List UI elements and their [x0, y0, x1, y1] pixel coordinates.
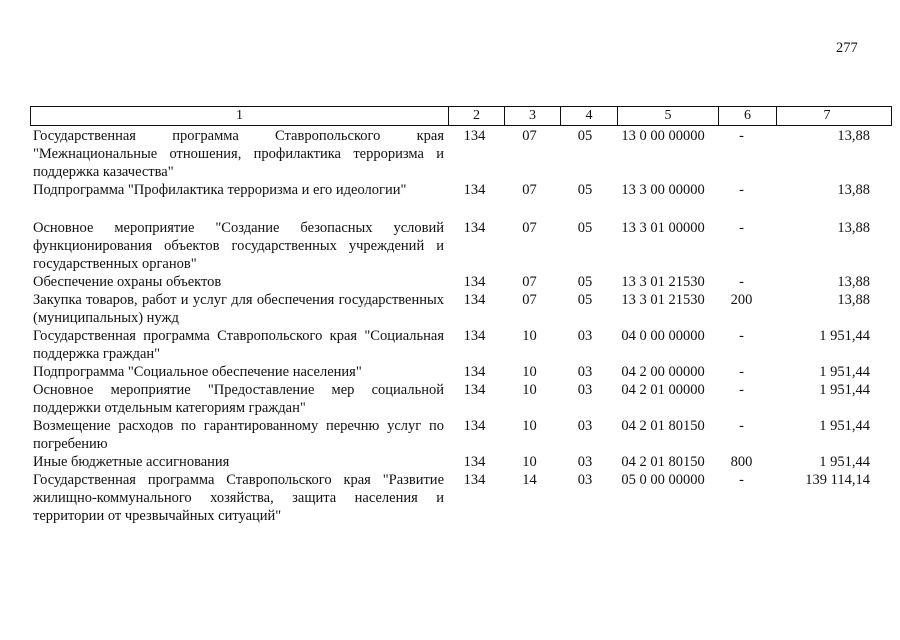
subsection-code-cell: 03 — [577, 454, 593, 470]
row-name: Государственная программа Ставропольского края "Социальная поддержка граждан" — [33, 328, 444, 362]
subsection-code-cell: 03 — [577, 364, 593, 380]
target-article-cell: 13 3 01 00000 — [621, 220, 705, 236]
row-name: Государственная программа Ставропольского края "Развитие жилищно-коммунального хозяйства, защита населения и территории от чрезвычайных ситуаций" — [33, 472, 444, 524]
page-number: 277 — [836, 40, 858, 56]
subsection-code-cell: 03 — [577, 472, 593, 488]
amount-cell: 1 951,44 — [819, 364, 870, 380]
table-row — [30, 471, 884, 525]
table-row — [30, 291, 884, 327]
subsection-code-cell: 05 — [577, 274, 593, 290]
ministry-code-cell: 134 — [463, 382, 486, 398]
ministry-code-cell: 134 — [463, 182, 486, 198]
amount-cell: 13,88 — [837, 220, 870, 236]
column-header-table — [30, 106, 892, 126]
amount-cell: 1 951,44 — [819, 418, 870, 434]
row-name-cell — [30, 127, 447, 181]
expense-type-cell: 800 — [730, 454, 753, 470]
target-article-cell: 13 3 00 00000 — [621, 182, 705, 198]
row-name: Государственная программа Ставропольского края "Межнациональные отношения, профилактика терроризма и поддержка казачества" — [33, 128, 444, 180]
row-name: Иные бюджетные ассигнования — [33, 454, 230, 470]
column-header-row — [31, 107, 892, 126]
expense-type-cell: - — [739, 418, 744, 434]
section-code-cell: 10 — [522, 454, 537, 470]
target-article-cell: 13 3 01 21530 — [621, 274, 705, 290]
ministry-code-cell: 134 — [463, 328, 486, 344]
row-name-cell — [30, 453, 447, 471]
table-row — [30, 219, 884, 273]
target-article-cell: 04 2 01 80150 — [621, 418, 705, 434]
target-article-cell: 04 2 00 00000 — [621, 364, 705, 380]
ministry-code-cell: 134 — [463, 274, 486, 290]
subsection-code-cell: 05 — [577, 182, 593, 198]
expense-type-cell: - — [739, 382, 744, 398]
expense-type-cell: - — [739, 182, 744, 198]
amount-cell: 1 951,44 — [819, 454, 870, 470]
row-name: Возмещение расходов по гарантированному перечню услуг по погребению — [33, 418, 444, 452]
ministry-code-cell: 134 — [463, 128, 486, 144]
section-code-cell: 07 — [522, 220, 537, 236]
subsection-code-cell: 03 — [577, 328, 593, 344]
expense-type-cell: 200 — [730, 292, 753, 308]
column-header-3: 3 — [505, 107, 561, 126]
row-name-cell — [30, 471, 447, 525]
column-header-1: 1 — [31, 107, 449, 126]
amount-cell: 1 951,44 — [819, 328, 870, 344]
table-row — [30, 417, 884, 453]
table-row — [30, 363, 884, 381]
expense-type-cell: - — [739, 472, 744, 488]
section-code-cell: 10 — [522, 382, 537, 398]
expense-type-cell: - — [739, 274, 744, 290]
expense-type-cell: - — [739, 364, 744, 380]
row-name: Подпрограмма "Социальное обеспечение населения" — [33, 364, 362, 380]
section-code-cell: 07 — [522, 274, 537, 290]
subsection-code-cell: 05 — [577, 128, 593, 144]
table-row — [30, 381, 884, 417]
target-article-cell: 05 0 00 00000 — [621, 472, 705, 488]
section-code-cell: 07 — [522, 182, 537, 198]
target-article-cell: 04 2 01 80150 — [621, 454, 705, 470]
amount-cell: 1 951,44 — [819, 382, 870, 398]
section-code-cell: 07 — [522, 128, 537, 144]
row-name-cell — [30, 181, 447, 219]
ministry-code-cell: 134 — [463, 220, 486, 236]
section-code-cell: 14 — [522, 472, 537, 488]
row-name-cell — [30, 219, 447, 273]
ministry-code-cell: 134 — [463, 292, 486, 308]
row-name: Подпрограмма "Профилактика терроризма и его идеологии" — [33, 182, 407, 198]
target-article-cell: 13 0 00 00000 — [621, 128, 705, 144]
row-name-cell — [30, 381, 447, 417]
column-header-5: 5 — [618, 107, 719, 126]
row-name-cell — [30, 291, 447, 327]
row-name: Основное мероприятие "Создание безопасных условий функционирования объектов государственных учреждений и государственных органов" — [33, 220, 444, 272]
subsection-code-cell: 05 — [577, 220, 593, 236]
column-header-4: 4 — [561, 107, 618, 126]
expense-type-cell: - — [739, 220, 744, 236]
subsection-code-cell: 03 — [577, 418, 593, 434]
amount-cell: 13,88 — [837, 292, 870, 308]
ministry-code-cell: 134 — [463, 472, 486, 488]
amount-cell: 13,88 — [837, 128, 870, 144]
table-row — [30, 127, 884, 181]
row-name-cell — [30, 273, 447, 291]
amount-cell: 13,88 — [837, 274, 870, 290]
row-name-cell — [30, 363, 447, 381]
ministry-code-cell: 134 — [463, 454, 486, 470]
table-row — [30, 327, 884, 363]
ministry-code-cell: 134 — [463, 418, 486, 434]
table-row — [30, 273, 884, 291]
subsection-code-cell: 05 — [577, 292, 593, 308]
amount-cell: 13,88 — [837, 182, 870, 198]
ministry-code-cell: 134 — [463, 364, 486, 380]
row-name-cell — [30, 417, 447, 453]
expense-type-cell: - — [739, 128, 744, 144]
expense-type-cell: - — [739, 328, 744, 344]
row-name: Основное мероприятие "Предоставление мер социальной поддержки отдельным категориям граждан" — [33, 382, 444, 416]
section-code-cell: 10 — [522, 328, 537, 344]
section-code-cell: 07 — [522, 292, 537, 308]
section-code-cell: 10 — [522, 418, 537, 434]
column-header-7: 7 — [777, 107, 892, 126]
budget-table — [30, 127, 884, 525]
row-name-cell — [30, 327, 447, 363]
amount-cell: 139 114,14 — [805, 472, 870, 488]
section-code-cell: 10 — [522, 364, 537, 380]
column-header-6: 6 — [719, 107, 777, 126]
row-name: Обеспечение охраны объектов — [33, 274, 222, 290]
target-article-cell: 13 3 01 21530 — [621, 292, 705, 308]
column-header-2: 2 — [449, 107, 505, 126]
target-article-cell: 04 0 00 00000 — [621, 328, 705, 344]
subsection-code-cell: 03 — [577, 382, 593, 398]
row-name: Закупка товаров, работ и услуг для обеспечения государственных (муниципальных) нужд — [33, 292, 444, 326]
table-row — [30, 453, 884, 471]
table-row — [30, 181, 884, 219]
target-article-cell: 04 2 01 00000 — [621, 382, 705, 398]
